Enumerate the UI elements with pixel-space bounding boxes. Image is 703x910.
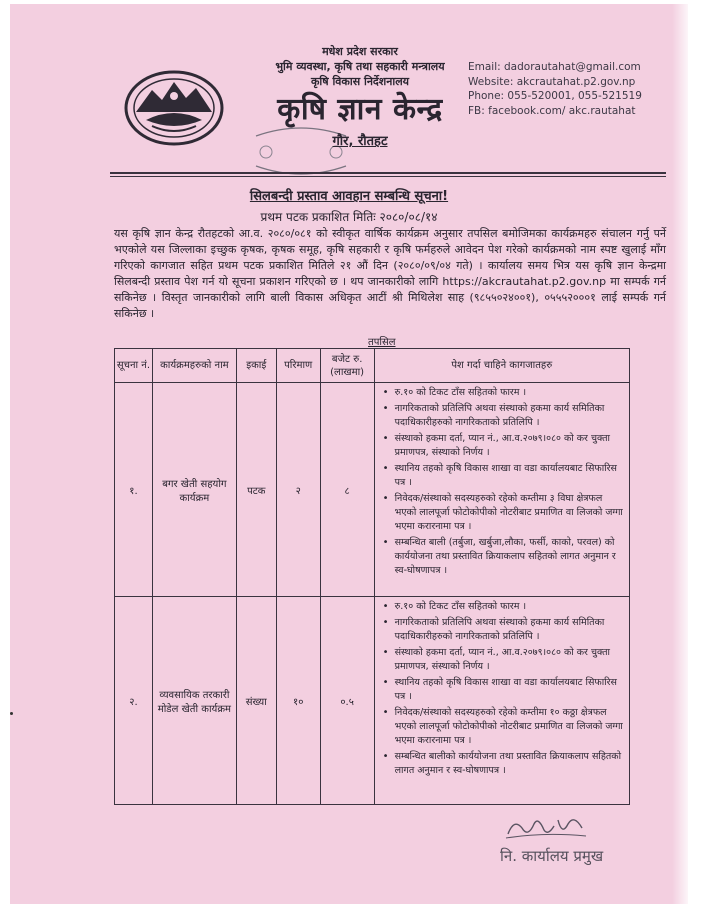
document-item: • रु.१० को टिकट टाँस सहितको फारम । xyxy=(381,600,625,614)
handwritten-signature xyxy=(504,812,588,842)
ministry-name: भुमि व्यवस्था, कृषि तथा सहकारी मन्त्रालय xyxy=(275,60,445,73)
program-name-cell: व्यवसायिक तरकारी मोडेल खेती कार्यक्रम xyxy=(152,597,236,805)
budget-cell: ८ xyxy=(320,383,374,597)
office-location: गौर, रौतहट xyxy=(332,134,388,149)
unit-cell: पटक xyxy=(236,383,276,597)
document-item: • स्थानिय तहको कृषि विकास शाखा वा वडा कार्यालयबाट सिफारिस पत्र । xyxy=(381,462,625,490)
contact-email: Email: dadorautahat@gmail.com xyxy=(468,61,641,73)
unit-cell: संख्या xyxy=(236,597,276,805)
document-item: • नागरिकताको प्रतिलिपि अथवा संस्थाको हकमा कार्य समितिका पदाधिकारीहरुको नागरिकताको प्रतिलिपि । xyxy=(381,402,625,430)
letterhead xyxy=(250,44,470,149)
header-divider-thin xyxy=(110,176,666,177)
table-caption: तपसिल xyxy=(368,337,396,348)
document-item: • सम्बन्धित बाली (तर्बुजा, खर्बुजा,लौका, फर्सी, काको, परवल) को कार्ययोजना तथा प्रस्तावित क्रियाकलाप सहितको लागत अनुमान र स्व-घोषणापत्र । xyxy=(381,536,625,578)
table-header-row xyxy=(115,349,630,383)
province-name: मधेश प्रदेश सरकार xyxy=(322,45,398,58)
directorate-name: कृषि विकास निर्देशनालय xyxy=(310,75,410,88)
signatory-title: नि. कार्यालय प्रमुख xyxy=(500,847,604,865)
serial-number-cell: १. xyxy=(115,383,153,597)
documents-cell xyxy=(374,597,629,805)
government-emblem-logo xyxy=(122,66,226,146)
scan-edge-shadow xyxy=(672,4,688,904)
office-title: कृषि ज्ञान केन्द्र xyxy=(277,92,443,127)
document-item: • स्थानिय तहको कृषि विकास शाखा वा वडा कार्यालयबाट सिफारिस पत्र । xyxy=(381,676,625,704)
header-cell: परिमाण xyxy=(276,349,320,383)
documents-list xyxy=(381,386,625,578)
header-cell: इकाई xyxy=(236,349,276,383)
document-item: • संस्थाको हकमा दर्ता, प्यान नं., आ.व.२०७९।०८० को कर चुक्ता प्रमाणपत्र, संस्थाको निर्णय । xyxy=(381,432,625,460)
scan-mark xyxy=(10,712,13,715)
document-item: • रु.१० को टिकट टाँस सहितको फारम । xyxy=(381,386,625,400)
budget-cell: ०.५ xyxy=(320,597,374,805)
contact-facebook: FB: facebook.com/ akc.rautahat xyxy=(468,104,636,117)
document-item: • नागरिकताको प्रतिलिपि अथवा संस्थाको हकमा कार्य समितिका पदाधिकारीहरुको नागरिकताको प्रतिलिपि । xyxy=(381,616,625,644)
program-name-cell: बगर खेती सहयोग कार्यक्रम xyxy=(152,383,236,597)
contact-block xyxy=(468,60,673,118)
quantity-cell: १० xyxy=(276,597,320,805)
document-item: • सम्बन्धित बालीको कार्ययोजना तथा प्रस्तावित क्रियाकलाप सहितको लागत अनुमान र स्व-घोषणापत्र । xyxy=(381,750,625,778)
document-item: • निवेदक/संस्थाको सदस्यहरुको रहेको कम्तीमा १० कठ्ठा क्षेत्रफल भएको लालपूर्जा फोटोकोपीको नोटरीबाट प्रमाणित वा लिजको जग्गा भएमा करारनामा पत्र । xyxy=(381,706,625,748)
table-row xyxy=(115,383,630,597)
notice-page xyxy=(10,4,688,904)
header-cell: कार्यक्रमहरुको नाम xyxy=(152,349,236,383)
document-item: • संस्थाको हकमा दर्ता, प्यान नं., आ.व.२०७९।०८० को कर चुक्ता प्रमाणपत्र, संस्थाको निर्णय । xyxy=(381,646,625,674)
quantity-cell: २ xyxy=(276,383,320,597)
documents-cell xyxy=(374,383,629,597)
header-divider xyxy=(110,172,666,174)
publication-date: प्रथम पटक प्रकाशित मितिः २०८०/०८/१४ xyxy=(260,210,438,224)
header-cell: पेश गर्दा चाहिने कागजातहरु xyxy=(374,349,629,383)
header-cell: सूचना नं. xyxy=(115,349,153,383)
serial-number-cell: २. xyxy=(115,597,153,805)
header-cell: बजेट रु. (लाखमा) xyxy=(320,349,374,383)
contact-phone: Phone: 055-520001, 055-521519 xyxy=(468,90,642,102)
table-row xyxy=(115,597,630,805)
notice-title: सिलबन्दी प्रस्ताव आवहान सम्बन्धि सूचना! xyxy=(249,189,449,204)
document-item: • निवेदक/संस्थाको सदस्यहरुको रहेको कम्तीमा ३ विघा क्षेत्रफल भएको लालपूर्जा फोटोकोपीको नोटरीबाट प्रमाणित वा लिजको जग्गा भएमा करारनामा पत्र । xyxy=(381,492,625,534)
program-table xyxy=(114,348,630,805)
notice-body: यस कृषि ज्ञान केन्द्र रौतहटको आ.व. २०८०/०८१ को स्वीकृत वार्षिक कार्यक्रम अनुसार तपसिल बमोजिमका कार्यक्रमहरु संचालन गर्नु पर्ने भएकोले यस जिल्लाका इच्छुक कृषक, कृषक समूह, कृषि सहकारी र कृषि फर्महरुले आवेदन पेश गरेको कार्यक्रमको नाम स्पष्ट खुलाई माँग गरिएको कागजात सहित प्रथम पटक प्रकाशित मितिले २१ औं दिन (२०८०/०९/०४ गते) । कार्यालय समय भित्र यस कृषि ज्ञान केन्द्रमा सिलबन्दी प्रस्ताव पेश गर्न यो सूचना प्रकाशन गरिएको छ । थप जानकारीको लागि https://akcrautahat.p2.gov.np मा सम्पर्क गर्न सकिनेछ । विस्तृत जानकारीको लागि बाली विकास अधिकृत आटीं श्री मिथिलेश साह (९८५५०२४००१), ०५५५२०००१ लाई सम्पर्क गर्न सकिनेछ । xyxy=(114,227,666,320)
contact-website: Website: akcrautahat.p2.gov.np xyxy=(468,75,636,88)
documents-list xyxy=(381,600,625,778)
